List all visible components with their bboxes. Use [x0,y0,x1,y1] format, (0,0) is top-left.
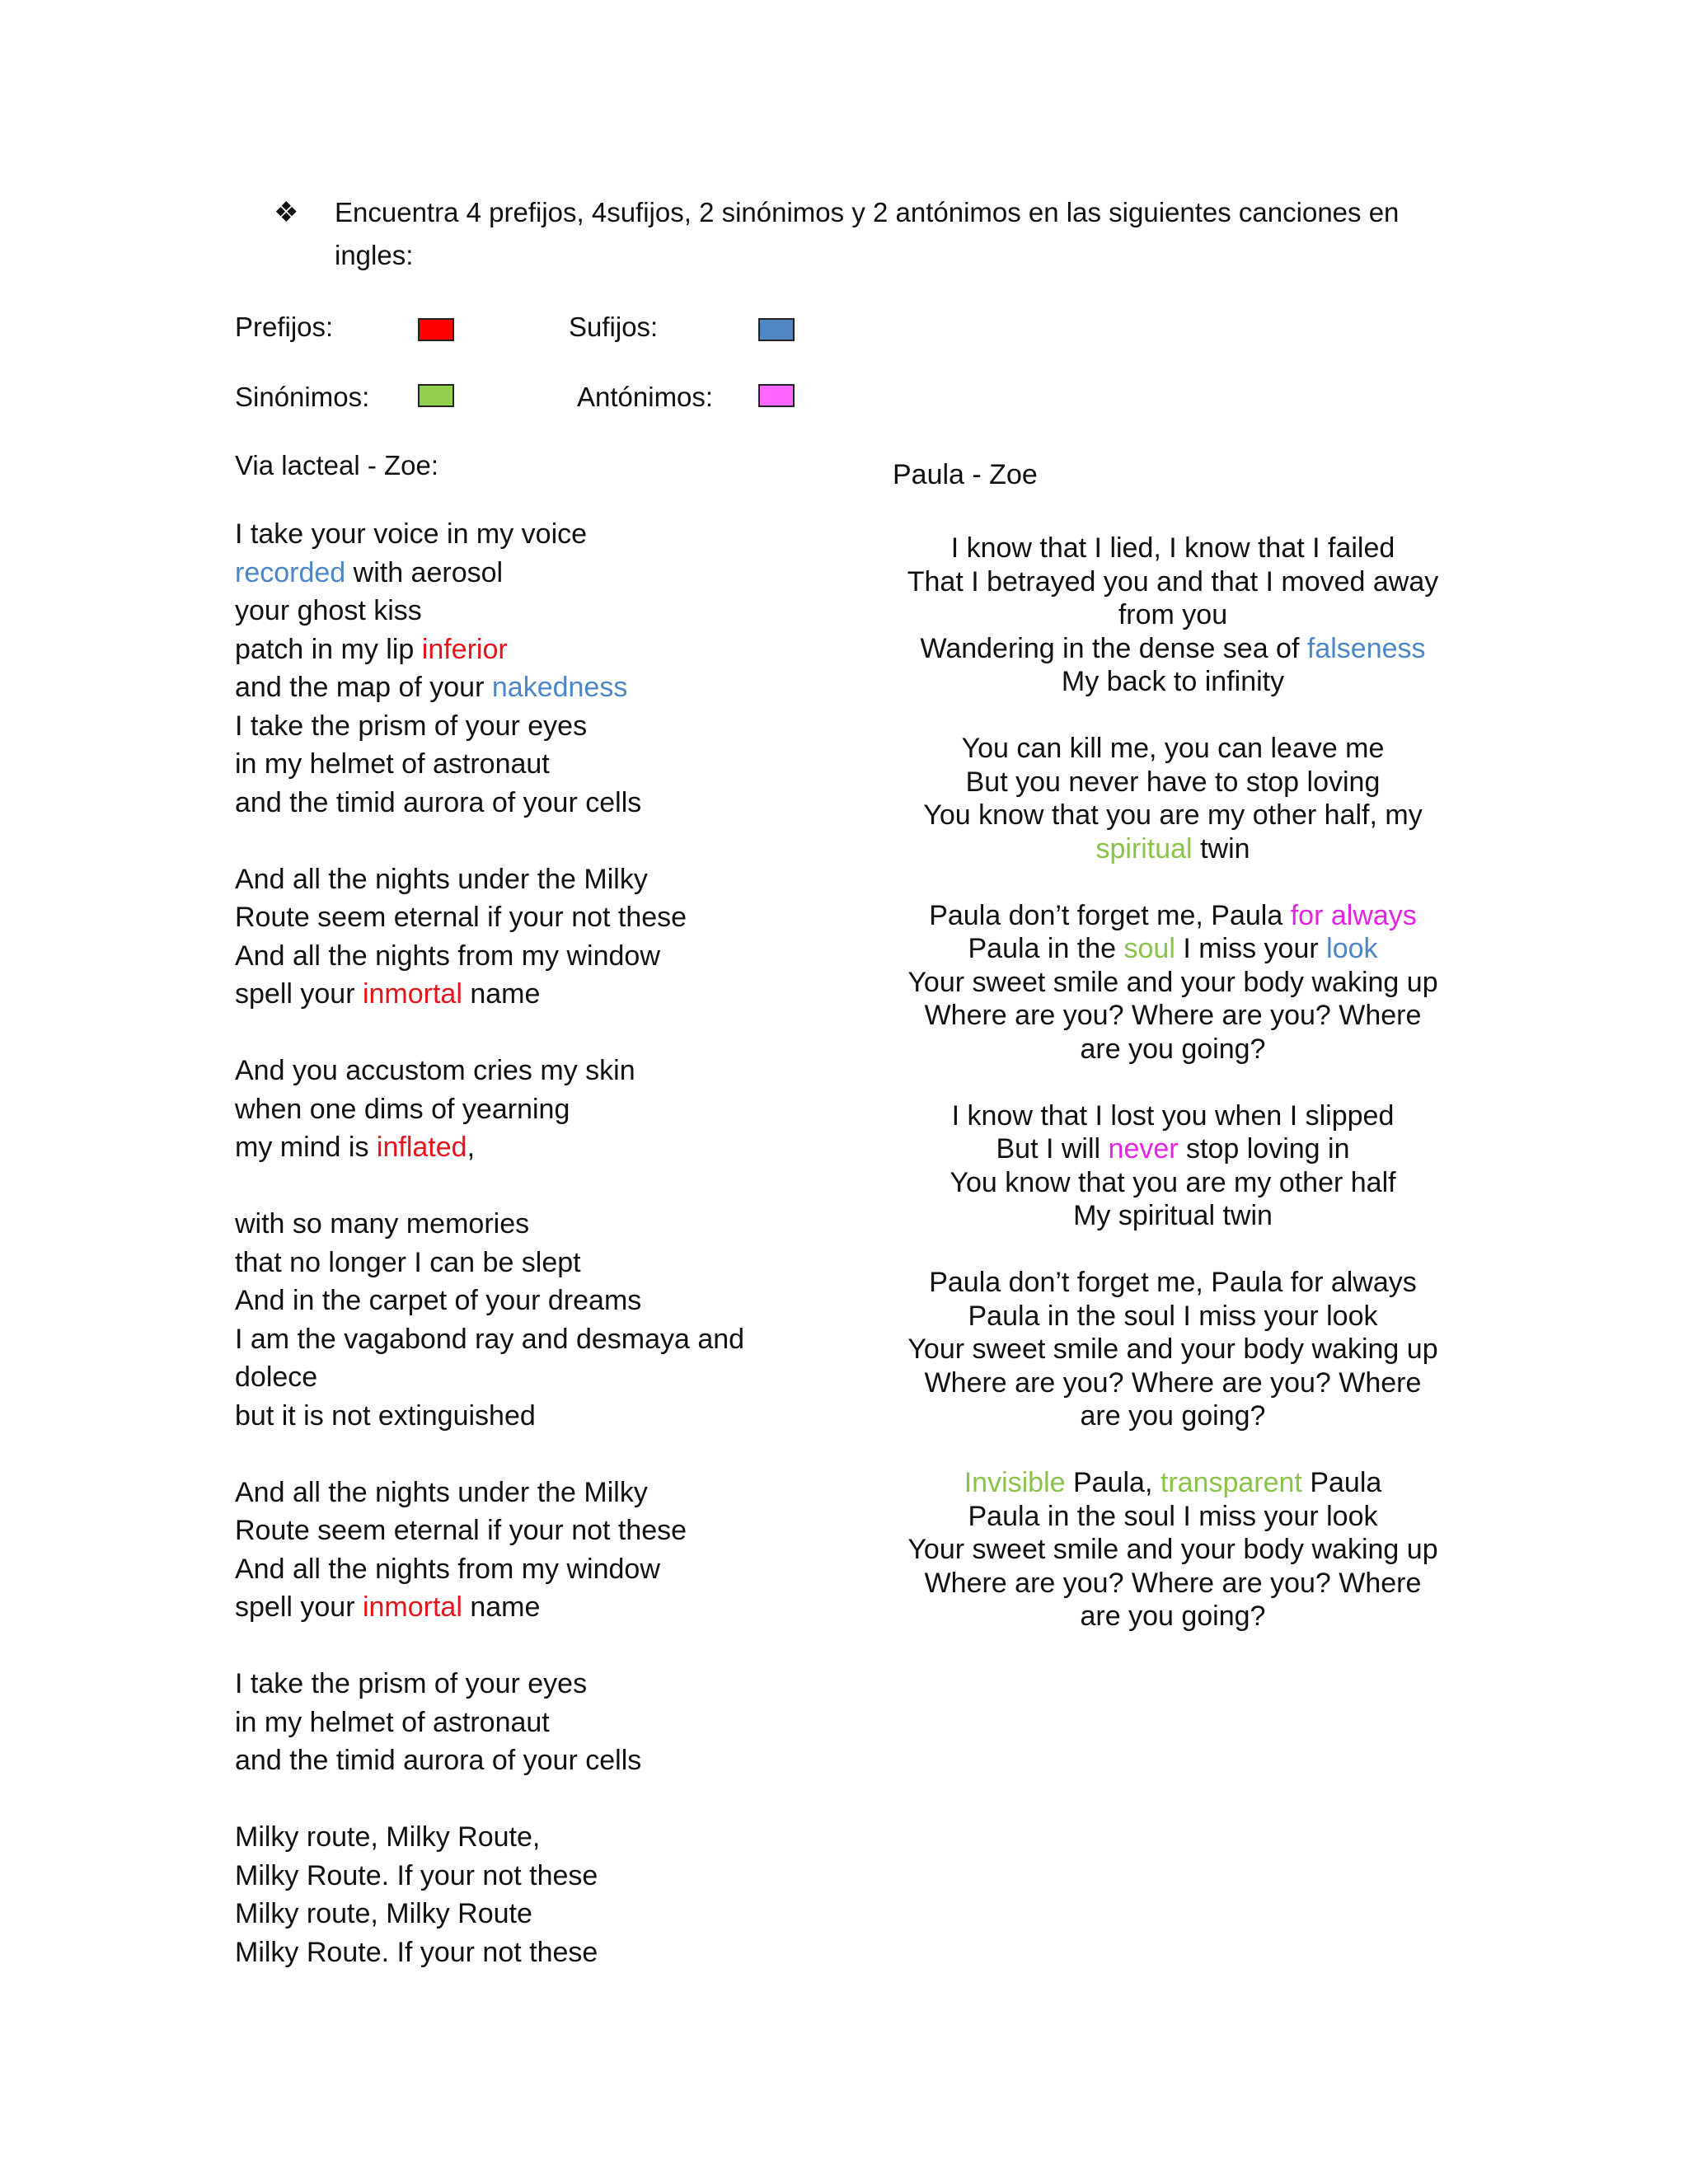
lyric-line [893,1500,1453,1534]
lyric-line [235,975,828,1014]
lyric-line [893,1533,1453,1567]
lyric-line [893,732,1453,766]
lyric-line [893,1366,1453,1400]
lyric-text: and the timid aurora of your cells [235,1745,642,1776]
legend-sinonimos-swatch [418,384,454,407]
highlighted-word: inferior [421,633,508,665]
lyric-text: You know that you are my other half, my [923,799,1423,831]
lyric-line [893,932,1453,966]
lyric-line [235,554,828,593]
highlighted-word: spiritual [1095,832,1193,865]
lyric-line [235,1857,828,1896]
lyric-text: Paula don’t forget me, Paula for always [929,1267,1417,1298]
lyric-text: I miss your [1175,933,1327,964]
highlighted-word: inmortal [362,1591,462,1623]
diamond-bullet-icon: ❖ [274,197,299,228]
lyric-line [893,665,1453,699]
lyric-text: are you going? [1080,1601,1266,1632]
stanza [235,1052,828,1167]
lyric-line [893,598,1453,632]
legend-sufijos-label: Sufijos: [569,312,659,342]
lyric-text: And in the carpet of your dreams [235,1285,642,1316]
lyric-line [893,966,1453,1000]
lyric-text: name [462,978,541,1010]
lyric-line [893,565,1453,599]
lyric-text: Where are you? Where are you? Where [924,1000,1422,1031]
lyric-text: your ghost kiss [235,595,422,626]
highlighted-word: recorded [235,556,346,588]
lyric-text: And all the nights under the Milky [235,1476,648,1508]
lyric-line [235,937,828,976]
highlighted-word: inflated [376,1132,467,1163]
highlighted-word: Invisible [964,1467,1066,1498]
lyric-text: and the timid aurora of your cells [235,786,642,818]
highlighted-word: look [1326,933,1378,964]
lyric-line [893,1099,1453,1133]
lyric-line [235,1741,828,1780]
lyric-line [893,832,1453,866]
legend-antonimos-label: Antónimos: [577,382,714,412]
lyric-text: name [462,1591,541,1623]
lyric-text: Your sweet smile and your body waking up [907,966,1438,998]
lyric-line [235,707,828,746]
stanza [893,532,1453,699]
lyric-line [235,1052,828,1090]
lyric-line [235,515,828,554]
instruction-text: Encuentra 4 prefijos, 4sufijos, 2 sinónimos y 2 antónimos en las siguientes canciones en ingles: [335,197,1400,270]
lyric-text: And all the nights under the Milky [235,863,648,895]
lyric-text: I take the prism of your eyes [235,1668,588,1699]
lyric-text: But I will [996,1133,1109,1165]
lyric-line [893,1300,1453,1333]
lyric-text: I am the vagabond ray and desmaya and dolece [235,1323,745,1393]
lyric-text: That I betrayed you and that I moved away [907,565,1439,598]
highlighted-word: never [1108,1133,1179,1165]
lyric-line [235,668,828,707]
lyric-text: my mind is [235,1132,377,1163]
stanza [893,899,1453,1066]
lyric-text: with aerosol [345,556,504,588]
highlighted-word: nakedness [491,672,628,703]
lyric-line [235,1205,828,1244]
lyric-text: I take your voice in my voice [235,518,588,550]
stanza [235,1818,828,1971]
legend-prefijos-swatch [418,318,454,341]
lyric-text: , [467,1132,476,1163]
lyric-line [235,1818,828,1857]
lyric-line [235,1474,828,1512]
lyric-text: but it is not extinguished [235,1399,536,1432]
lyric-text: from you [1118,599,1228,630]
lyric-line [893,999,1453,1033]
stanza [235,1474,828,1627]
stanza [235,1205,828,1435]
lyric-line [893,1333,1453,1366]
lyric-text: patch in my lip [235,633,422,665]
lyric-line [235,1933,828,1972]
stanza [235,515,828,822]
lyric-line [893,1266,1453,1300]
stanza [893,1099,1453,1233]
lyric-text: Where are you? Where are you? Where [924,1567,1422,1599]
lyric-text: twin [1192,832,1250,865]
lyric-line [893,799,1453,832]
lyric-text: are you going? [1080,1033,1266,1065]
lyric-text: Your sweet smile and your body waking up [907,1333,1438,1365]
lyric-line [235,1282,828,1320]
lyric-text: And all the nights from my window [235,1553,660,1585]
lyric-text: Milky route, Milky Route, [235,1821,541,1853]
lyric-line [235,1090,828,1129]
legend-prefijos-label: Prefijos: [235,312,334,342]
lyric-line [235,1320,828,1397]
stanza [893,1466,1453,1633]
stanza [893,1266,1453,1433]
lyric-text: are you going? [1080,1400,1266,1432]
lyric-text: Milky Route. If your not these [235,1936,598,1968]
lyric-line [235,1511,828,1550]
lyric-text: stop loving in [1178,1133,1350,1165]
stanza [235,1665,828,1780]
lyric-text: I know that I lost you when I slipped [951,1099,1395,1132]
lyric-line [235,1244,828,1282]
lyric-text: with so many memories [235,1208,530,1240]
lyric-text: spell your [235,978,363,1010]
right-song-title: Paula - Zoe [893,459,1038,490]
lyric-text: You know that you are my other half [950,1166,1396,1198]
highlighted-word: inmortal [362,978,462,1010]
lyric-text: I know that I lied, I know that I failed [950,532,1395,564]
left-song-title: Via lacteal - Zoe: [235,450,439,480]
instruction [274,191,1451,277]
lyric-text: Route seem eternal if your not these [235,902,687,933]
highlighted-word: for always [1290,899,1417,931]
lyric-text: You can kill me, you can leave me [961,733,1385,764]
lyric-line [893,1033,1453,1066]
lyric-line [893,1567,1453,1601]
lyric-line [235,1665,828,1704]
legend-sufijos-swatch [758,318,795,341]
lyric-text: spell your [235,1591,363,1623]
lyric-line [235,1550,828,1589]
lyric-line [235,745,828,784]
lyric-line [235,1704,828,1742]
lyric-line [893,1466,1453,1500]
lyric-text: Milky Route. If your not these [235,1859,598,1891]
lyric-text: Paula in the soul I miss your look [968,1300,1378,1332]
lyric-line [893,1199,1453,1233]
lyric-line [235,592,828,630]
lyric-text: Paula in the [968,933,1124,964]
lyric-text: in my helmet of astronaut [235,1706,550,1738]
lyric-line [893,766,1453,799]
lyric-text: My back to infinity [1061,666,1285,697]
lyric-line [893,632,1453,666]
lyric-line [893,899,1453,933]
lyric-text: Milky route, Milky Route [235,1898,532,1929]
stanza [235,860,828,1014]
lyric-text: and the map of your [235,672,492,703]
lyric-line [893,1600,1453,1633]
lyric-text: Paula don’t forget me, Paula [929,899,1291,931]
lyric-line [893,1399,1453,1433]
lyric-line [893,1166,1453,1200]
lyric-line [235,1588,828,1627]
lyric-text: Paula [1301,1467,1382,1498]
highlighted-word: soul [1123,933,1175,964]
lyric-line [235,1895,828,1933]
lyric-text: that no longer I can be slept [235,1246,581,1278]
lyric-line [235,630,828,669]
lyric-line [235,860,828,899]
lyric-line [235,784,828,823]
lyric-text: But you never have to stop loving [965,766,1381,798]
lyric-text: Route seem eternal if your not these [235,1515,687,1546]
lyric-line [893,532,1453,565]
lyric-text: in my helmet of astronaut [235,748,550,780]
lyric-text: My spiritual twin [1073,1200,1273,1231]
highlighted-word: falseness [1306,632,1426,664]
legend-sinonimos-label: Sinónimos: [235,382,370,412]
stanza [893,732,1453,865]
lyric-text: Wandering in the dense sea of [920,632,1307,664]
lyric-line [235,1397,828,1436]
legend-antonimos-swatch [758,384,795,407]
left-song-lyrics [235,515,828,2010]
lyric-text: when one dims of yearning [235,1093,570,1125]
lyric-text: And you accustom cries my skin [235,1055,635,1086]
lyric-line [893,1132,1453,1166]
lyric-text: I take the prism of your eyes [235,710,588,742]
lyric-line [235,898,828,937]
lyric-text: Your sweet smile and your body waking up [907,1534,1438,1565]
highlighted-word: transparent [1160,1467,1302,1498]
lyric-text: Paula in the soul I miss your look [968,1500,1378,1532]
lyric-text: Paula, [1065,1467,1160,1498]
lyric-text: And all the nights from my window [235,940,660,972]
lyric-text: Where are you? Where are you? Where [924,1366,1422,1399]
lyric-line [235,1128,828,1167]
right-song-lyrics [893,532,1453,1666]
